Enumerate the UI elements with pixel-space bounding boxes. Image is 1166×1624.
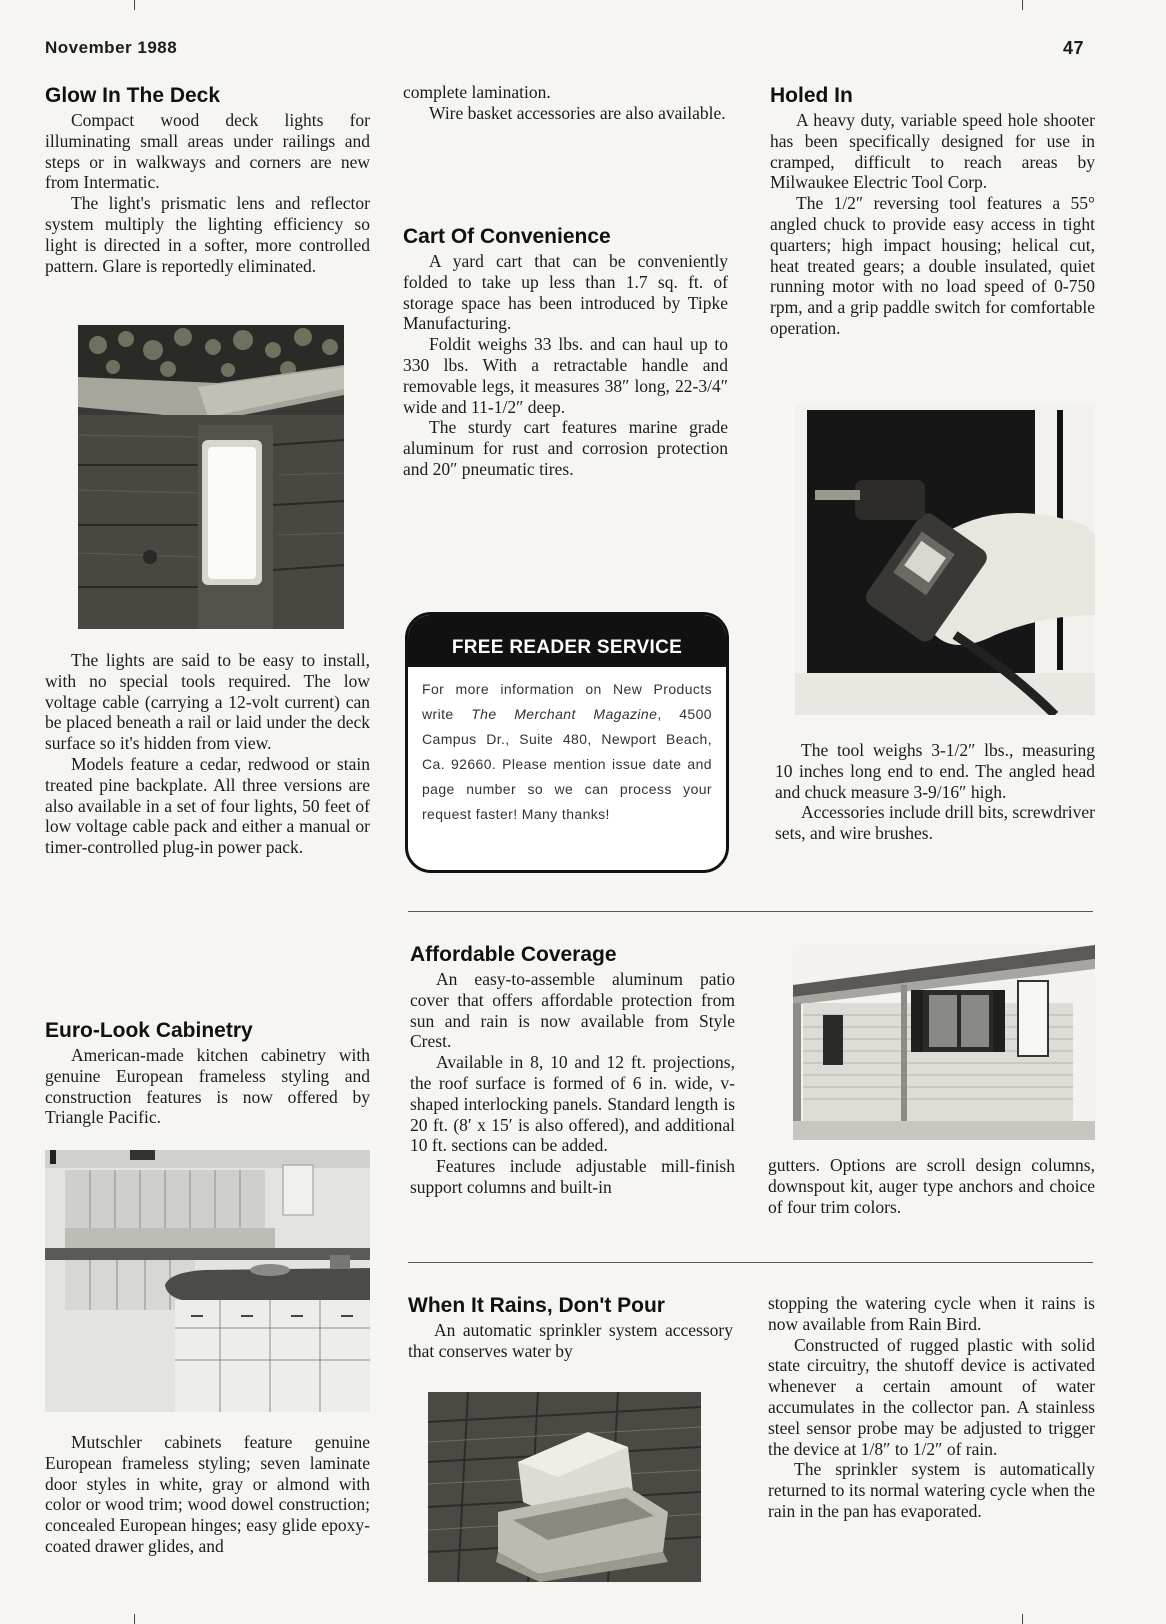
paragraph: Accessories include drill bits, screwdriver sets, and wire brushes. xyxy=(775,802,1096,844)
article-affordable-coverage xyxy=(410,943,735,1198)
article-title: When It Rains, Don't Pour xyxy=(408,1294,665,1317)
article-euro-look-cabinetry xyxy=(45,1019,370,1128)
deck-light-photo xyxy=(78,325,344,629)
article-title: Glow In The Deck xyxy=(45,84,221,107)
crop-mark xyxy=(1022,0,1023,10)
box-body xyxy=(408,667,726,827)
paragraph: Constructed of rugged plastic with solid state circuitry, the shutoff device is activated whenever a certain amount of water accumulates in the collector pan. A stainless steel sensor probe may be adjusted to trigger the device at 1/8″ to 1/2″ of rain. xyxy=(768,1334,1095,1459)
rain-sensor-photo xyxy=(428,1392,701,1582)
paragraph: stopping the watering cycle when it rains is now available from Rain Bird. xyxy=(768,1293,1095,1334)
paragraph: The sturdy cart features marine grade aluminum for rust and corrosion protection and 20″ pneumatic tires. xyxy=(403,417,728,479)
box-text: For more information on New Products write xyxy=(422,681,712,722)
kitchen-cabinetry-photo xyxy=(45,1150,370,1412)
paragraph: A yard cart that can be conveniently folded to take up less than 1.7 sq. ft. of storage space has been introduced by Tipke Manufacturing. xyxy=(403,251,728,334)
paragraph: gutters. Options are scroll design columns, downspout kit, auger type anchors and choice of four trim colors. xyxy=(768,1155,1095,1217)
article-euro-continued xyxy=(45,1432,370,1557)
paragraph: Compact wood deck lights for illuminating small areas under railings and steps or in walkways and corners are new from Intermatic. xyxy=(45,110,370,193)
article-holed-in-continued xyxy=(775,740,1095,844)
paragraph: Models feature a cedar, redwood or stain treated pine backplate. All three versions are also available in a set of four lights, 50 feet of low voltage cable pack and either a manual or timer-controlled plug-in power pack. xyxy=(45,753,370,858)
free-reader-service-box xyxy=(405,612,729,873)
paragraph: Wire basket accessories are also available. xyxy=(429,102,726,123)
page-number: 47 xyxy=(1063,38,1085,58)
article-title: Euro-Look Cabinetry xyxy=(45,1019,253,1042)
angle-drill-photo xyxy=(795,405,1095,715)
issue-date: November 1988 xyxy=(45,38,178,57)
article-holed-in xyxy=(770,84,1095,339)
paragraph: An easy-to-assemble aluminum patio cover that offers affordable protection from sun and rain is now available from Style Crest. xyxy=(410,969,735,1052)
article-coverage-continued xyxy=(768,1155,1095,1217)
paragraph: A heavy duty, variable speed hole shooter has been specifically designed for use in cramped, difficult to reach areas by Milwaukee Electric Tool Corp. xyxy=(770,110,1095,193)
article-title: Holed In xyxy=(770,84,853,107)
crop-mark xyxy=(134,0,135,10)
paragraph: The light's prismatic lens and reflector system multiply the lighting efficiency so light is directed in a softer, more controlled pattern. Glare is reportedly eliminated. xyxy=(45,193,370,276)
paragraph: Available in 8, 10 and 12 ft. projections, the roof surface is formed of 6 in. wide, v-shaped interlocking panels. Standard length is 20 ft. (8′ x 15′ is also offered), and additional 10 ft. sections can be added. xyxy=(410,1052,735,1156)
patio-cover-photo xyxy=(793,945,1095,1140)
article-when-it-rains xyxy=(408,1294,733,1362)
article-glow-in-the-deck xyxy=(45,84,370,276)
paragraph: Foldit weighs 33 lbs. and can haul up to 330 lbs. With a retractable handle and removable legs, it measures 38″ long, 22-3/4″ wide and 11-1/2″ deep. xyxy=(403,334,728,417)
paragraph: complete lamination. xyxy=(403,82,551,102)
article-when-it-rains-continued xyxy=(768,1293,1095,1522)
article-glow-continued xyxy=(45,650,370,858)
magazine-name: The Merchant Magazine xyxy=(471,706,658,722)
crop-mark xyxy=(134,1614,135,1624)
paragraph: American-made kitchen cabinetry with genuine European frameless styling and construction features is now offered by Triangle Pacific. xyxy=(45,1045,370,1128)
article-cart-of-convenience xyxy=(403,225,728,480)
section-divider xyxy=(408,1262,1093,1263)
paragraph: The lights are said to be easy to install, with no special tools required. The low voltage cable (carrying a 12-volt current) can be placed beneath a rail or laid under the deck surface so it's hidden from view. xyxy=(45,650,370,754)
paragraph: Features include adjustable mill-finish support columns and built-in xyxy=(410,1156,735,1197)
paragraph: An automatic sprinkler system accessory that conserves water by xyxy=(408,1320,733,1361)
article-title: Affordable Coverage xyxy=(410,943,617,966)
box-text: , 4500 Campus Dr., Suite 480, Newport Beach, Ca. 92660. Please mention issue date and page number so we can process your request faster! Many thanks! xyxy=(422,706,712,822)
box-title: FREE READER SERVICE xyxy=(408,615,726,667)
paragraph: The 1/2″ reversing tool features a 55° angled chuck to provide easy access in tight quarters; high impact housing; helical cut, heat treated gears; a double insulated, quiet running motor with no load speed of 0-750 rpm, and a grip paddle switch for comfortable operation. xyxy=(770,193,1095,338)
paragraph: The tool weighs 3-1/2″ lbs., measuring 10 inches long end to end. The angled head and chuck measure 3-9/16″ high. xyxy=(775,740,1095,802)
article-title: Cart Of Convenience xyxy=(403,225,611,248)
paragraph: Mutschler cabinets feature genuine European frameless styling; seven laminate door styles in white, gray or almond with color or wood trim; wood dowel construction; concealed European hinges; easy glide epoxy-coated drawer glides, and xyxy=(45,1432,370,1556)
crop-mark xyxy=(1022,1614,1023,1624)
article-lamination-continued xyxy=(403,82,728,124)
paragraph: The sprinkler system is automatically returned to its normal watering cycle when the rain in the pan has evaporated. xyxy=(768,1459,1095,1521)
section-divider xyxy=(408,911,1093,912)
